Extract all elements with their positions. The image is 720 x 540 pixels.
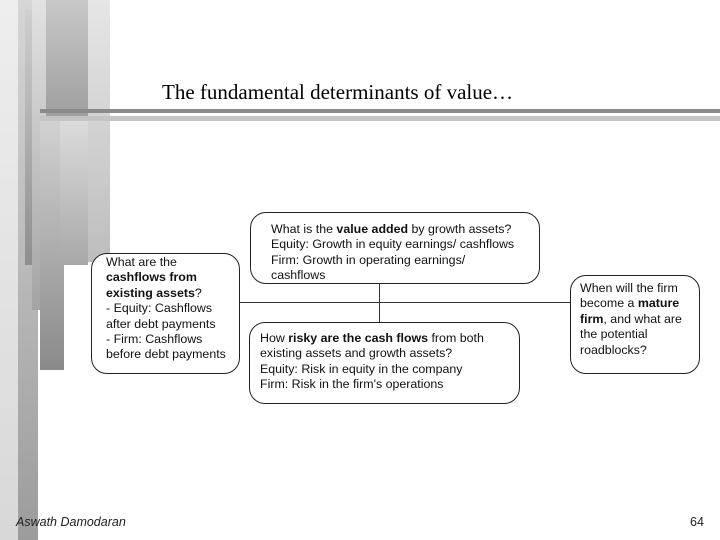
bottom-box-line: existing assets and growth assets? <box>260 346 453 361</box>
bottom-box-line: Equity: Risk in equity in the company <box>260 361 463 376</box>
left-box-line: - Firm: Cashflows <box>106 332 203 347</box>
top-box-text: What is the <box>271 222 337 236</box>
left-box-bold: cashflows from <box>106 270 197 285</box>
left-box-text: ? <box>194 285 202 300</box>
connector-horizontal <box>240 302 570 303</box>
left-box-line: after debt payments <box>106 316 216 331</box>
left-box-bold: existing assets <box>106 285 195 300</box>
top-box-bold: value added <box>336 222 409 236</box>
mature-firm-box <box>570 275 700 374</box>
existing-assets-box <box>91 253 240 374</box>
connector-vertical <box>379 283 380 323</box>
left-box-line: What are the <box>106 255 177 269</box>
left-box-line: before debt payments <box>106 347 226 362</box>
bottom-box-text: How <box>260 331 289 345</box>
decor-bar-7 <box>60 120 88 265</box>
top-box-line: Equity: Growth in equity earnings/ cashflows <box>271 237 515 252</box>
top-box-line: cashflows <box>271 268 326 283</box>
right-box-bold: mature <box>637 296 680 311</box>
slide-title: The fundamental determinants of value… <box>162 80 514 104</box>
left-box-line: - Equity: Cashflows <box>106 301 213 316</box>
top-box-line: Firm: Growth in operating earnings/ <box>271 252 466 267</box>
bottom-box-bold: risky are the cash flows <box>288 331 429 345</box>
title-rule-shadow <box>40 116 720 121</box>
decor-bar-8 <box>88 0 110 262</box>
bottom-box-line: Firm: Risk in the firm's operations <box>260 377 444 392</box>
right-box-line: roadblocks? <box>580 342 647 357</box>
top-box-text: by growth assets? <box>408 222 512 236</box>
right-box-bold: firm <box>580 311 604 326</box>
page-number: 64 <box>690 515 704 529</box>
right-box-text: become a <box>580 296 638 311</box>
value-added-box <box>250 212 540 284</box>
bottom-box-text: from both <box>428 331 484 345</box>
title-rule <box>40 109 720 113</box>
decor-bar-1 <box>0 0 18 540</box>
risk-box <box>249 322 520 404</box>
right-box-line: the potential <box>580 327 648 342</box>
author-footer: Aswath Damodaran <box>16 515 126 529</box>
right-box-text: , and what are <box>603 311 682 326</box>
right-box-line: When will the firm <box>580 281 678 295</box>
